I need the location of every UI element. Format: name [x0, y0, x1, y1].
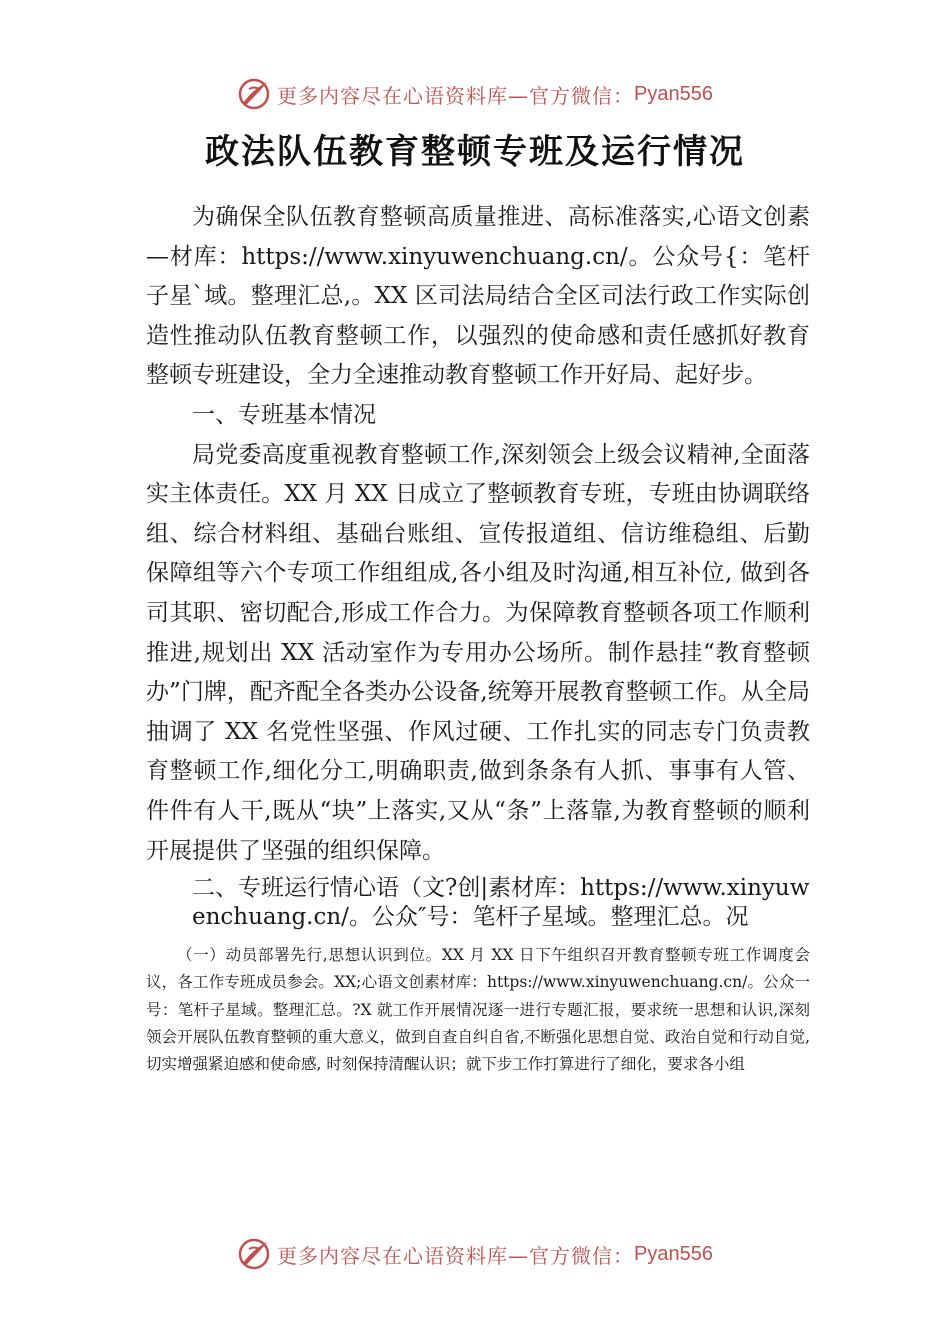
watermark-text: 更多内容尽在心语资料库—官方微信：	[277, 1243, 635, 1268]
intro-paragraph: 为确保全队伍教育整顿高质量推进、高标准落实,心语文创素—材库：https://www.xinyuwenchuang.cn/。公众号{：笔杆子星`域。整理汇总,。XX 区司法局结合全区司法行政工作实际创造性推动队伍教育整顿工作，以强烈的使命感和责任感抓好教育整顿专班建设，全力全速推动教育整顿工作开好局、起好步。	[146, 204, 810, 389]
section2-heading: 二、专班运行情心语（文?创|素材库：https://www.xinyuwenchuang.cn/。公众″号：笔杆子星域。整理汇总。况	[192, 875, 810, 931]
pen-logo-icon	[237, 1237, 271, 1271]
watermark-banner-bottom	[0, 1232, 950, 1276]
section1-heading: 一、专班基本情况	[192, 401, 376, 428]
section2-sub1-paragraph: （一）动员部署先行,思想认识到位。XX 月 XX 日下午组织召开教育整顿专班工作调度会议，各工作专班成员参会。XX;心语文创素材库：https://www.xinyuwenchuang.cn/。公众一号：笔杆子星域。整理汇总。?X 就工作开展情况逐一进行专题汇报，要求统一思想和认识,深刻领会开展队伍教育整顿的重大意义，做到自查自纠自省,不断强化思想自觉、政治自觉和行动自觉,切实增强紧迫感和使命感, 时刻保持清醒认识；就下步工作打算进行了细化，要求各小组	[146, 946, 810, 1073]
watermark-banner-top	[0, 72, 950, 116]
watermark-account: Pyan556	[634, 1242, 713, 1265]
watermark-account: Pyan556	[634, 82, 713, 105]
document-title: 政法队伍教育整顿专班及运行情况	[205, 132, 745, 172]
document-body	[146, 198, 810, 1078]
watermark-text: 更多内容尽在心语资料库—官方微信：	[277, 83, 635, 108]
section1-paragraph: 局党委高度重视教育整顿工作,深刻领会上级会议精神,全面落实主体责任。XX 月 XX 日成立了整顿教育专班，专班由协调联络组、综合材料组、基础台账组、宣传报道组、信访维稳组、后勤保障组等六个专项工作组组成,各小组及时沟通,相互补位, 做到各司其职、密切配合,形成工作合力。为保障教育整顿各项工作顺利推进,规划出 XX 活动室作为专用办公场所。制作悬挂“教育整顿办”门牌，配齐配全各类办公设备,统筹开展教育整顿工作。从全局抽调了 XX 名党性坚强、作风过硬、工作扎实的同志专门负责教育整顿工作,细化分工,明确职责,做到条条有人抓、事事有人管、件件有人干,既从“块”上落实,又从“条”上落靠,为教育整顿的顺利开展提供了坚强的组织保障。	[146, 441, 810, 864]
pen-logo-icon	[237, 77, 271, 111]
